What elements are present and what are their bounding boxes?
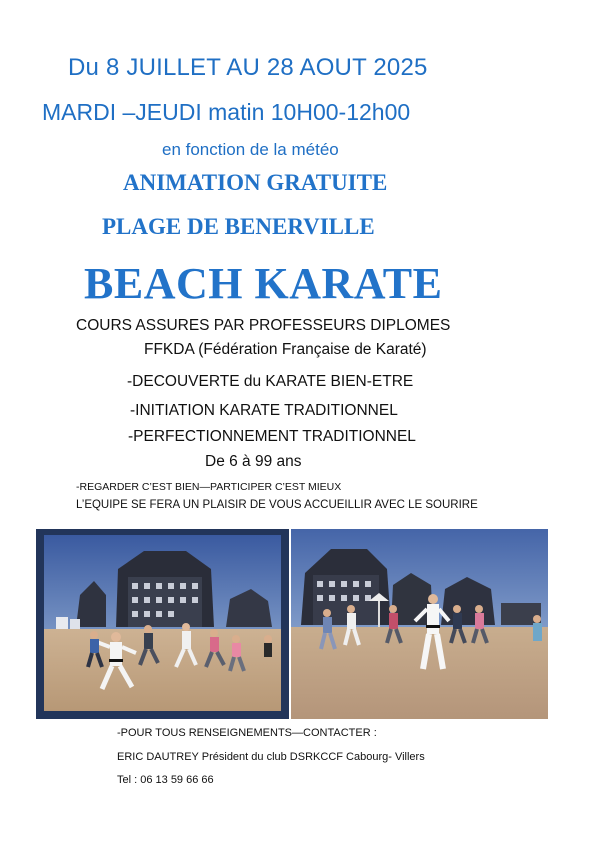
beach-photo-right [291,529,548,719]
beach-location-heading: PLAGE DE BENERVILLE [102,214,375,239]
weather-note: en fonction de la météo [162,140,339,159]
page-title: BEACH KARATE [84,259,443,308]
motto-line: -REGARDER C’EST BIEN—PARTICIPER C’EST MIEUX [76,481,342,493]
list-item: -PERFECTIONNEMENT TRADITIONNEL [128,428,416,445]
federation-line: FFKDA (Fédération Française de Karaté) [144,341,427,358]
free-event-heading: ANIMATION GRATUITE [123,170,388,195]
list-item: -DECOUVERTE du KARATE BIEN-ETRE [127,373,414,390]
beach-photo-left-image [36,529,289,719]
president-line: ERIC DAUTREY Président du club DSRKCCF Cabourg- Villers [117,751,425,763]
beach-photo-right-image [291,529,548,719]
team-line: L’EQUIPE SE FERA UN PLAISIR DE VOUS ACCUEILLIR AVEC LE SOURIRE [76,499,478,511]
list-item: -INITIATION KARATE TRADITIONNEL [130,402,398,419]
contact-line: -POUR TOUS RENSEIGNEMENTS—CONTACTER : [117,727,377,739]
courses-line: COURS ASSURES PAR PROFESSEURS DIPLOMES [76,317,451,334]
beach-photo-left [36,529,289,719]
event-dates: Du 8 JUILLET AU 28 AOUT 2025 [68,54,428,81]
phone-number: Tel : 06 13 59 66 66 [117,774,214,786]
age-range: De 6 à 99 ans [205,453,302,470]
event-schedule: MARDI –JEUDI matin 10H00-12h00 [42,99,411,125]
